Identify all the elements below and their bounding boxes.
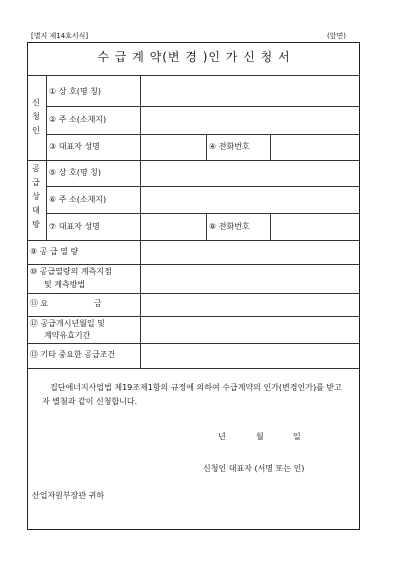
fee-label-2: 금 xyxy=(94,299,102,308)
form-number: [별지 제14호서식] xyxy=(31,32,89,40)
applicant-group-label: 신 청 인 xyxy=(32,98,40,135)
counterparty-rep-label: ⑦ 대표자 성명 xyxy=(49,222,100,231)
form-title: 수 급 계 약(변 경 )인 가 신 청 서 xyxy=(97,50,291,64)
applicant-phone-label: ④ 전화번호 xyxy=(209,142,250,151)
line-row-9 xyxy=(27,264,360,265)
measure-label-line1: ⑩ 공급열량의 계측지점 xyxy=(30,267,112,276)
counterparty-group-label: 공 급 상 대 방 xyxy=(32,164,40,229)
line-counter-1 xyxy=(46,186,360,187)
line-row-10 xyxy=(27,293,360,294)
counterparty-phone-label: ⑧ 전화번호 xyxy=(209,222,250,231)
date-day: 일 xyxy=(293,432,301,441)
counterparty-name-label: ⑤ 상 호(명 칭) xyxy=(49,168,101,177)
line-counter-2 xyxy=(46,213,360,214)
line-applicant-1 xyxy=(46,106,360,107)
counterparty-address-label: ⑥ 주 소(소재지) xyxy=(49,195,107,204)
line-row-12 xyxy=(27,343,360,344)
other-conditions-label: ⑬ 기타 중요한 공급조건 xyxy=(30,350,116,359)
line-label-col xyxy=(140,75,141,368)
measure-label-line2: 및 계측방법 xyxy=(44,280,86,289)
line-phone-col-2a xyxy=(206,213,207,240)
period-label-line1: ⑫ 공급개시년월일 및 xyxy=(30,319,105,328)
page-side: (앞면) xyxy=(327,32,346,40)
date-year: 년 xyxy=(218,432,226,441)
addressee: 산업자원부장관 귀하 xyxy=(32,491,105,500)
applicant-name-label: ① 상 호(명 칭) xyxy=(49,87,101,96)
date-month: 월 xyxy=(256,432,264,441)
line-applicant-bottom xyxy=(27,160,360,161)
period-label-line2: 계약유효기간 xyxy=(44,331,91,340)
line-phone-col-1b xyxy=(270,134,271,160)
line-applicant-2 xyxy=(46,134,360,135)
declaration-text: 집단에너지사업법 제19조제1항의 규정에 의하여 수급계약의 인가(변경인가)를 받고자 별첨과 같이 신청합니다. xyxy=(42,383,342,406)
line-title-bottom xyxy=(27,75,360,76)
fee-label: ⑪ 요 xyxy=(30,299,49,308)
line-phone-col-2b xyxy=(270,213,271,240)
signature-line: 신청인 대표자 (서명 또는 인) xyxy=(203,464,305,473)
line-row-11 xyxy=(27,316,360,317)
supply-amount-label: ⑨ 공 급 열 량 xyxy=(30,247,79,256)
line-counter-bottom xyxy=(27,240,360,241)
line-phone-col-1a xyxy=(206,134,207,160)
line-group-col xyxy=(46,75,47,240)
applicant-address-label: ② 주 소(소재지) xyxy=(49,115,107,124)
applicant-rep-label: ③ 대표자 성명 xyxy=(49,142,100,151)
line-row-13 xyxy=(27,368,360,369)
